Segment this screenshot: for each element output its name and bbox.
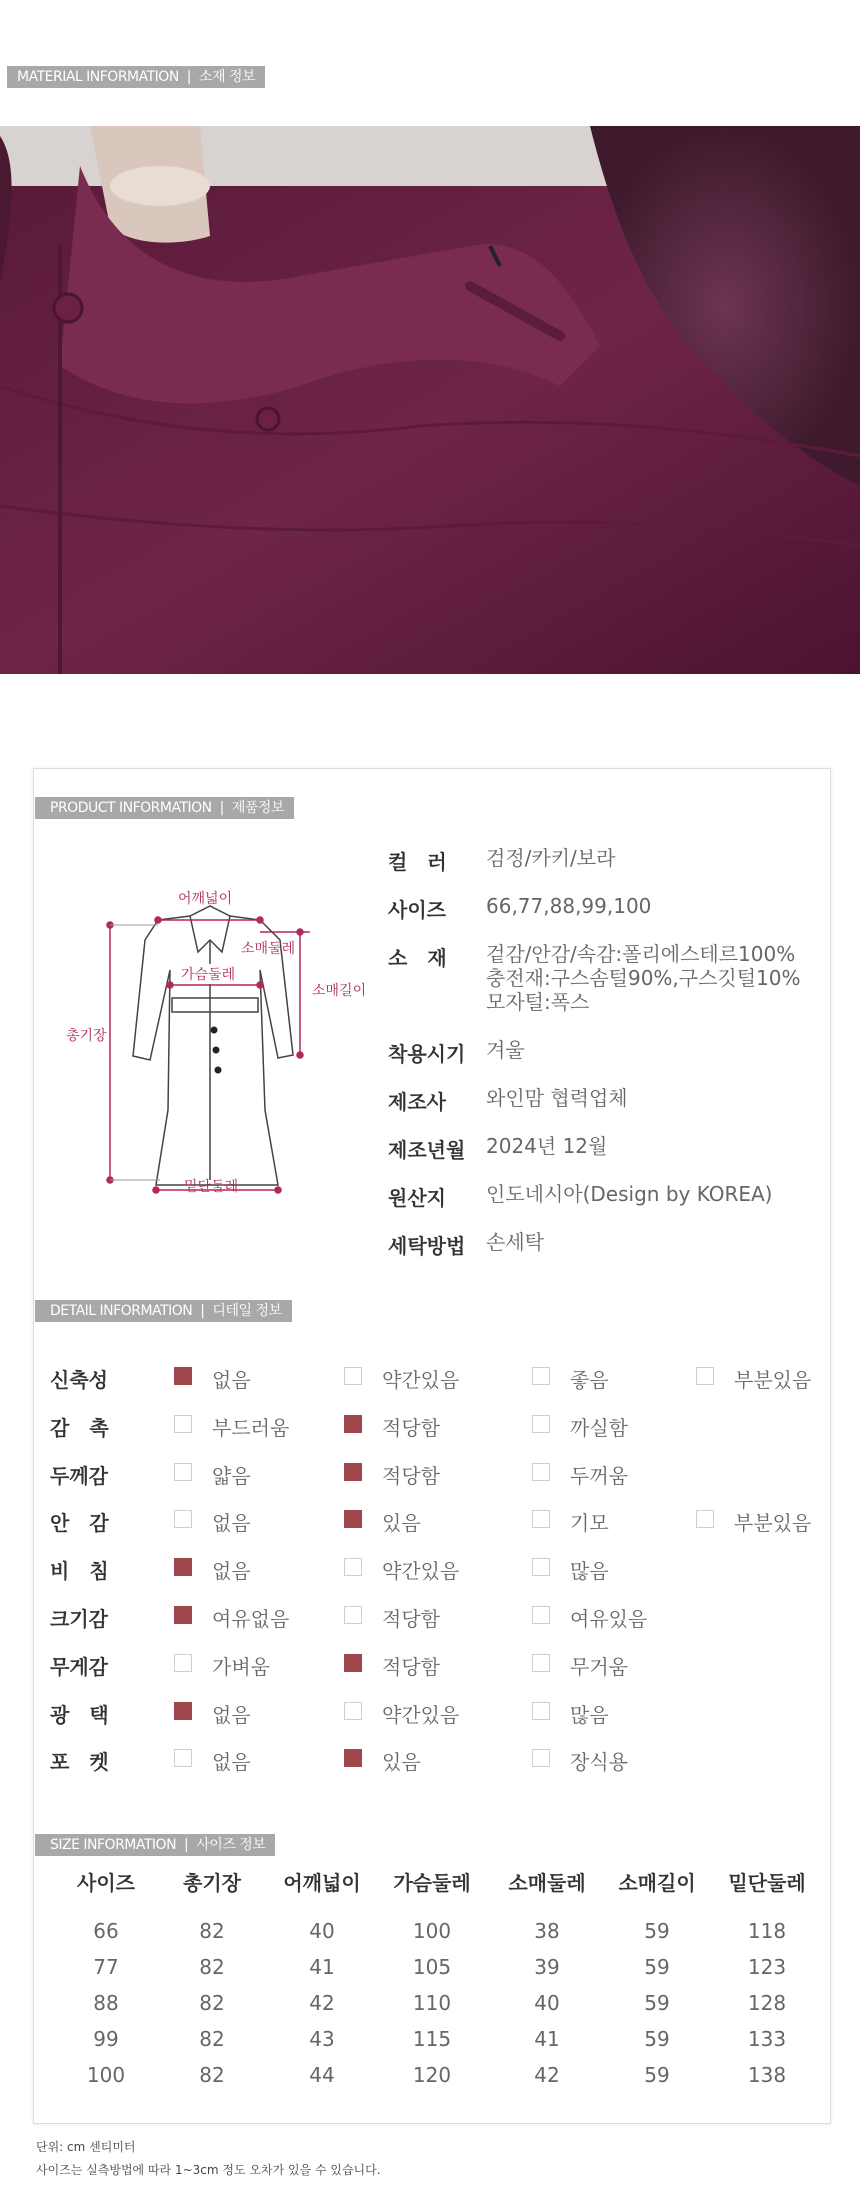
detail-option-label: 두꺼움 xyxy=(570,1463,628,1488)
detail-tag-en: DETAIL INFORMATION xyxy=(50,1303,193,1319)
product-row-label: 착용시기 xyxy=(388,1042,466,1066)
detail-option-label: 약간있음 xyxy=(382,1702,460,1727)
detail-option-label: 가벼움 xyxy=(212,1654,270,1679)
size-tag-ko: 사이즈 정보 xyxy=(196,1837,266,1853)
material-line: 충전재:구스솜털90%,구스깃털10% xyxy=(486,966,801,990)
detail-option-label: 없음 xyxy=(212,1511,251,1536)
detail-option-label: 약간있음 xyxy=(382,1368,460,1392)
size-table-row xyxy=(60,2057,822,2093)
material-line: 모자털:폭스 xyxy=(486,990,590,1014)
size-table-cell: 128 xyxy=(747,1991,787,2015)
product-row-label: 소 재 xyxy=(388,946,447,970)
detail-row-label: 무게감 xyxy=(50,1654,108,1679)
checkbox-unchecked xyxy=(532,1367,550,1385)
size-table-header-cell: 사이즈 xyxy=(77,1871,135,1895)
checkbox-checked xyxy=(344,1415,362,1433)
detail-option-label: 없음 xyxy=(212,1368,251,1392)
product-tag-ko: 제품정보 xyxy=(231,800,284,816)
product-section-tag xyxy=(35,797,294,819)
detail-option-label: 많음 xyxy=(570,1702,609,1727)
size-table-cell: 82 xyxy=(199,2027,225,2051)
checkbox-checked xyxy=(344,1510,362,1528)
detail-option-label: 부드러움 xyxy=(212,1415,290,1440)
size-table xyxy=(60,1867,822,2093)
diagram-label-hem: 밑단둘레 xyxy=(184,1179,239,1195)
detail-option-label: 있음 xyxy=(382,1511,421,1536)
checkbox-unchecked xyxy=(344,1702,362,1720)
diagram-label-chest: 가슴둘레 xyxy=(181,964,235,984)
checkbox-unchecked xyxy=(174,1749,192,1767)
detail-option-label: 기모 xyxy=(570,1511,609,1536)
size-table-cell: 66 xyxy=(93,1919,119,1943)
checkbox-unchecked xyxy=(532,1749,550,1767)
checkbox-unchecked xyxy=(344,1558,362,1576)
size-table-cell: 59 xyxy=(644,1919,670,1943)
size-table-cell: 138 xyxy=(747,2063,787,2087)
detail-row-label: 비 침 xyxy=(50,1559,109,1584)
size-table-cell: 38 xyxy=(534,1919,560,1943)
material-line: 겉감/안감/속감:폴리에스테르100% xyxy=(486,942,796,966)
tag-separator: | xyxy=(184,1837,189,1853)
detail-option-label: 장식용 xyxy=(570,1750,628,1775)
size-table-cell: 40 xyxy=(309,1919,335,1943)
detail-row-label: 두께감 xyxy=(50,1463,108,1488)
checkbox-unchecked xyxy=(532,1606,550,1624)
material-section-tag xyxy=(7,66,265,88)
detail-option-label: 많음 xyxy=(570,1559,609,1584)
detail-option-label: 까실함 xyxy=(570,1415,628,1440)
size-table-cell: 99 xyxy=(93,2027,119,2051)
checkbox-unchecked xyxy=(174,1415,192,1433)
detail-tag-ko: 디테일 정보 xyxy=(212,1303,282,1319)
diagram-label-total-length: 총기장 xyxy=(66,1025,107,1045)
detail-option-label: 얇음 xyxy=(212,1463,251,1488)
product-row-value: 겨울 xyxy=(486,1038,525,1062)
size-table-cell: 82 xyxy=(199,1991,225,2015)
detail-option-label: 없음 xyxy=(212,1702,251,1727)
size-table-row xyxy=(60,2021,822,2057)
checkbox-unchecked xyxy=(532,1654,550,1672)
checkbox-checked xyxy=(344,1463,362,1481)
product-row-value: 2024년 12월 xyxy=(486,1134,608,1158)
size-table-cell: 82 xyxy=(199,1919,225,1943)
material-tag-en: MATERIAL INFORMATION xyxy=(17,69,179,85)
detail-option-label: 적당함 xyxy=(382,1654,440,1679)
checkbox-unchecked xyxy=(174,1510,192,1528)
size-section-tag xyxy=(35,1834,275,1856)
size-table-cell: 110 xyxy=(412,1991,452,2015)
tag-separator: | xyxy=(186,69,192,85)
detail-option-label: 무거움 xyxy=(570,1654,628,1679)
size-table-cell: 120 xyxy=(412,2063,452,2087)
product-photo xyxy=(0,126,860,674)
product-row-value: 인도네시아(Design by KOREA) xyxy=(486,1182,773,1206)
size-tag-en: SIZE INFORMATION xyxy=(50,1837,177,1853)
size-table-cell: 41 xyxy=(309,1955,335,1979)
product-row-value xyxy=(486,942,801,1014)
size-table-cell: 39 xyxy=(534,1955,560,1979)
diagram-label-sleeve-length: 소매길이 xyxy=(312,983,367,999)
product-row-value: 손세탁 xyxy=(486,1230,544,1254)
size-table-header-cell: 소매둘레 xyxy=(508,1871,586,1895)
size-table-cell: 42 xyxy=(309,1991,335,2015)
detail-row-label: 광 택 xyxy=(50,1702,109,1727)
tolerance-note: 사이즈는 실측방법에 따라 1~3cm 정도 오차가 있을 수 있습니다. xyxy=(36,2163,381,2177)
detail-section-tag xyxy=(35,1300,292,1322)
detail-option-label: 적당함 xyxy=(382,1607,440,1631)
detail-option-label: 적당함 xyxy=(382,1415,440,1440)
detail-option-label: 여유없음 xyxy=(212,1607,290,1631)
detail-option-label: 없음 xyxy=(212,1750,251,1775)
detail-option-label: 부분있음 xyxy=(734,1511,812,1536)
coat-measurement-diagram xyxy=(60,880,380,1200)
detail-option-label: 없음 xyxy=(212,1559,251,1584)
product-row-label: 사이즈 xyxy=(388,898,446,922)
checkbox-unchecked xyxy=(532,1558,550,1576)
detail-option-label: 있음 xyxy=(382,1750,421,1775)
checkbox-checked xyxy=(174,1606,192,1624)
unit-note: 단위: cm 센티미터 xyxy=(36,2140,136,2154)
detail-row-label: 감 촉 xyxy=(50,1415,109,1440)
product-row-value: 66,77,88,99,100 xyxy=(486,894,652,918)
detail-option-label: 부분있음 xyxy=(734,1368,812,1392)
size-table-cell: 100 xyxy=(412,1919,452,1943)
checkbox-checked xyxy=(174,1558,192,1576)
size-table-header-cell: 어깨넓이 xyxy=(283,1871,361,1895)
size-table-cell: 105 xyxy=(412,1955,452,1979)
size-table-row xyxy=(60,1985,822,2021)
checkbox-unchecked xyxy=(696,1367,714,1385)
checkbox-unchecked xyxy=(696,1510,714,1528)
size-table-cell: 59 xyxy=(644,2063,670,2087)
checkbox-checked xyxy=(344,1749,362,1767)
product-row-label: 제조사 xyxy=(388,1090,446,1114)
checkbox-checked xyxy=(174,1367,192,1385)
detail-option-label: 약간있음 xyxy=(382,1559,460,1584)
size-table-cell: 133 xyxy=(747,2027,787,2051)
size-table-cell: 115 xyxy=(412,2027,452,2051)
size-table-row xyxy=(60,1949,822,1985)
checkbox-unchecked xyxy=(174,1654,192,1672)
size-table-cell: 59 xyxy=(644,2027,670,2051)
size-table-cell: 88 xyxy=(93,1991,119,2015)
diagram-label-shoulder: 어깨넓이 xyxy=(178,891,233,907)
size-table-header-cell: 소매길이 xyxy=(618,1871,696,1895)
product-row-label: 원산지 xyxy=(388,1186,446,1210)
product-row-value: 와인맘 협력업체 xyxy=(486,1086,628,1110)
size-table-cell: 123 xyxy=(747,1955,787,1979)
product-tag-en: PRODUCT INFORMATION xyxy=(50,800,212,816)
size-table-header-cell: 가슴둘레 xyxy=(393,1871,471,1895)
size-table-cell: 59 xyxy=(644,1955,670,1979)
size-table-cell: 82 xyxy=(199,1955,225,1979)
detail-row-label: 신축성 xyxy=(50,1368,108,1392)
checkbox-unchecked xyxy=(532,1510,550,1528)
size-table-row xyxy=(60,1913,822,1949)
size-table-header-cell: 총기장 xyxy=(183,1871,241,1895)
product-row-label: 세탁방법 xyxy=(388,1234,466,1258)
tag-separator: | xyxy=(200,1303,205,1319)
product-row-label: 컬 러 xyxy=(388,850,447,874)
checkbox-unchecked xyxy=(344,1606,362,1624)
checkbox-unchecked xyxy=(174,1463,192,1481)
checkbox-unchecked xyxy=(532,1463,550,1481)
tag-separator: | xyxy=(219,800,224,816)
material-tag-ko: 소재 정보 xyxy=(199,69,256,85)
detail-row-label: 포 켓 xyxy=(50,1750,109,1775)
checkbox-unchecked xyxy=(532,1415,550,1433)
size-table-cell: 40 xyxy=(534,1991,560,2015)
size-table-cell: 43 xyxy=(309,2027,335,2051)
detail-option-label: 적당함 xyxy=(382,1463,440,1488)
size-table-cell: 42 xyxy=(534,2063,560,2087)
detail-option-label: 좋음 xyxy=(570,1368,609,1392)
diagram-label-sleeve-circumference: 소매둘레 xyxy=(241,941,296,957)
checkbox-checked xyxy=(344,1654,362,1672)
detail-row-label: 크기감 xyxy=(50,1607,108,1631)
checkbox-unchecked xyxy=(532,1702,550,1720)
size-table-cell: 44 xyxy=(309,2063,335,2087)
size-table-cell: 59 xyxy=(644,1991,670,2015)
size-table-header-cell: 밑단둘레 xyxy=(728,1871,806,1895)
detail-row-label: 안 감 xyxy=(50,1511,109,1536)
size-table-cell: 41 xyxy=(534,2027,560,2051)
detail-option-label: 여유있음 xyxy=(570,1607,648,1631)
product-row-label: 제조년월 xyxy=(388,1138,466,1162)
size-table-cell: 82 xyxy=(199,2063,225,2087)
size-table-cell: 100 xyxy=(86,2063,126,2087)
size-table-cell: 77 xyxy=(93,1955,119,1979)
size-table-cell: 118 xyxy=(747,1919,787,1943)
checkbox-unchecked xyxy=(344,1367,362,1385)
size-table-header xyxy=(60,1867,822,1913)
size-table-body xyxy=(60,1913,822,2093)
product-row-value: 검정/카키/보라 xyxy=(486,846,616,870)
checkbox-checked xyxy=(174,1702,192,1720)
